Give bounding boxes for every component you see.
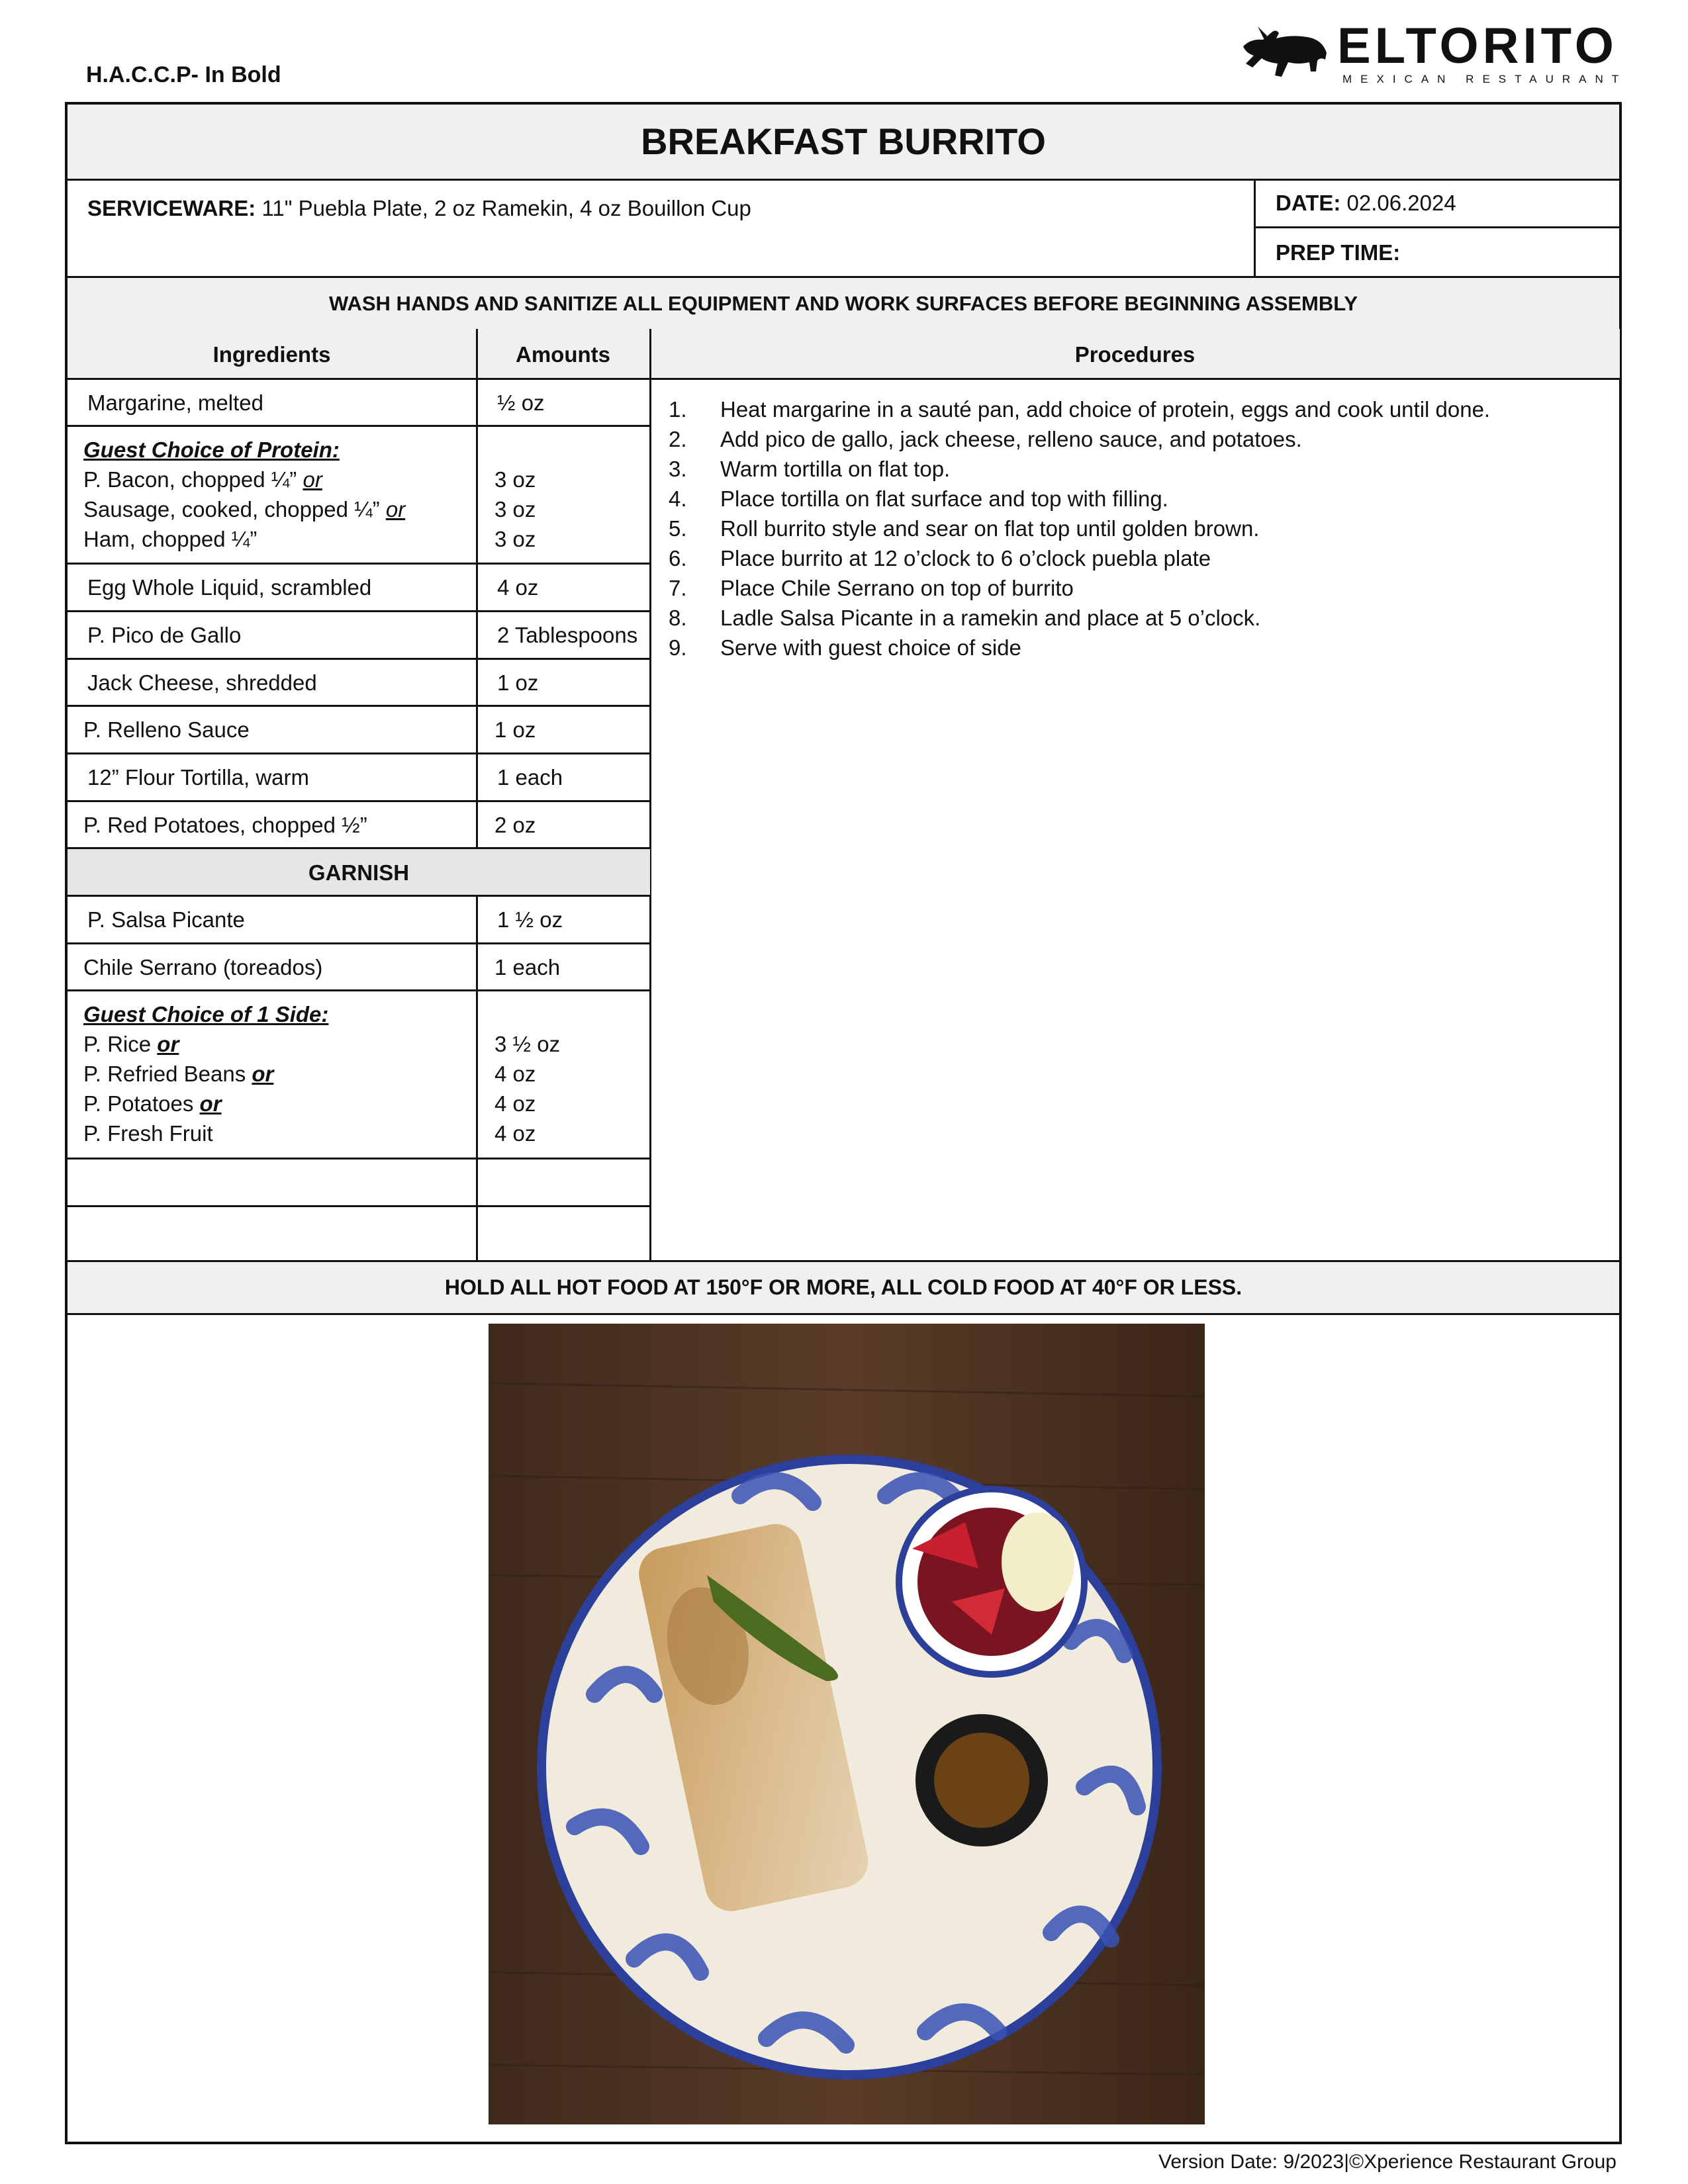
plated-dish-photo [489, 1324, 1205, 2124]
bull-icon [1238, 20, 1331, 86]
procedure-step: 7. Place Chile Serrano on top of burrito [669, 576, 1074, 600]
ingredient-amount: 3 ½ oz [494, 1032, 561, 1056]
serviceware-label: SERVICEWARE: [87, 196, 256, 220]
ingredient-amount: 3 oz [494, 527, 536, 551]
ingredient-amount: 1 ½ oz [497, 907, 563, 932]
date-value: 02.06.2024 [1340, 191, 1456, 215]
ingredient-amount: 3 oz [494, 467, 536, 492]
garnish-row [68, 897, 650, 944]
ingredient-row-protein [68, 427, 650, 565]
garnish-row-side [68, 991, 650, 1160]
prep-time-cell [1256, 228, 1620, 278]
ingredient-amount: 4 oz [494, 1062, 536, 1086]
ingredient-row [68, 802, 650, 849]
brand-tagline: MEXICAN RESTAURANT [1342, 73, 1628, 85]
ingredient-name: Margarine, melted [87, 390, 263, 415]
procedure-step: 2. Add pico de gallo, jack cheese, relleno sauce, and potatoes. [669, 427, 1302, 451]
ingredient-name: P. Rice or [83, 1032, 179, 1056]
amounts-header: Amounts [476, 329, 650, 380]
ingredient-row [68, 565, 650, 612]
ingredient-name: P. Red Potatoes, chopped ½” [83, 813, 367, 837]
ingredient-row [68, 612, 650, 660]
date-cell [1256, 179, 1620, 228]
recipe-card [65, 102, 1622, 2144]
ingredients-header: Ingredients [68, 329, 476, 380]
ingredient-amount: 1 oz [497, 670, 539, 695]
recipe-title: BREAKFAST BURRITO [68, 105, 1619, 181]
procedure-step: 5. Roll burrito style and sear on flat top until golden brown. [669, 516, 1260, 541]
ingredient-amount: 1 each [494, 955, 561, 979]
brand-logo [1238, 20, 1628, 86]
ingredient-amount: 4 oz [494, 1121, 536, 1146]
protein-choice-heading: Guest Choice of Protein: [83, 437, 340, 462]
ingredient-amount: ½ oz [497, 390, 545, 415]
ingredient-name: P. Potatoes or [83, 1091, 222, 1116]
ingredient-amount: 4 oz [494, 1091, 536, 1116]
ingredient-amount: 4 oz [497, 575, 539, 600]
ingredient-name: P. Pico de Gallo [87, 623, 242, 647]
ingredient-amount: 3 oz [494, 497, 536, 522]
procedure-step: 6. Place burrito at 12 o’clock to 6 o’clock puebla plate [669, 546, 1211, 570]
ingredient-name: P. Bacon, chopped ¼” or [83, 467, 322, 492]
garnish-row [68, 944, 650, 991]
ingredient-name: Ham, chopped ¼” [83, 527, 258, 551]
procedure-step: 1. Heat margarine in a sauté pan, add choice of protein, eggs and cook until done. [669, 397, 1491, 422]
empty-row [68, 1160, 650, 1207]
date-label: DATE: [1276, 191, 1341, 215]
hold-temperature-banner: HOLD ALL HOT FOOD AT 150°F OR MORE, ALL COLD FOOD AT 40°F OR LESS. [68, 1260, 1619, 1315]
procedure-list [669, 394, 1609, 662]
serviceware-cell [68, 179, 1256, 278]
procedure-step: 8. Ladle Salsa Picante in a ramekin and place at 5 o’clock. [669, 606, 1261, 630]
ingredient-amount: 1 each [497, 765, 563, 790]
ingredient-name: Egg Whole Liquid, scrambled [87, 575, 372, 600]
ingredient-amount: 1 oz [494, 717, 536, 742]
wash-hands-banner: WASH HANDS AND SANITIZE ALL EQUIPMENT AND WORK SURFACES BEFORE BEGINNING ASSEMBLY [68, 278, 1619, 331]
haccp-note: H.A.C.C.P- In Bold [86, 62, 281, 87]
ingredient-amount: 2 oz [494, 813, 536, 837]
ingredient-name: Chile Serrano (toreados) [83, 955, 323, 979]
serviceware-value: 11" Puebla Plate, 2 oz Ramekin, 4 oz Bouillon Cup [256, 196, 751, 220]
procedure-step: 9. Serve with guest choice of side [669, 635, 1021, 660]
prep-time-label: PREP TIME: [1276, 240, 1401, 265]
ingredient-name: P. Salsa Picante [87, 907, 245, 932]
garnish-heading: GARNISH [68, 849, 650, 897]
brand-name: ELTORITO [1337, 18, 1618, 74]
ingredient-row [68, 707, 650, 754]
ingredient-row [68, 380, 650, 427]
ingredient-name: P. Refried Beans or [83, 1062, 274, 1086]
ingredient-amount: 2 Tablespoons [497, 623, 638, 647]
ingredient-name: Jack Cheese, shredded [87, 670, 317, 695]
procedure-step: 4. Place tortilla on flat surface and top with filling. [669, 486, 1168, 511]
ingredient-name: P. Fresh Fruit [83, 1121, 213, 1146]
ingredient-name: Sausage, cooked, chopped ¼” or [83, 497, 406, 522]
procedures-header: Procedures [650, 329, 1620, 380]
ingredient-row [68, 754, 650, 802]
side-choice-heading: Guest Choice of 1 Side: [83, 1002, 329, 1026]
ingredient-name: P. Relleno Sauce [83, 717, 250, 742]
ingredient-name: 12” Flour Tortilla, warm [87, 765, 309, 790]
version-footer: Version Date: 9/2023|©Xperience Restaurant Group [1158, 2151, 1617, 2173]
empty-row [68, 1207, 650, 1260]
procedure-step: 3. Warm tortilla on flat top. [669, 457, 951, 481]
ingredient-row [68, 660, 650, 707]
